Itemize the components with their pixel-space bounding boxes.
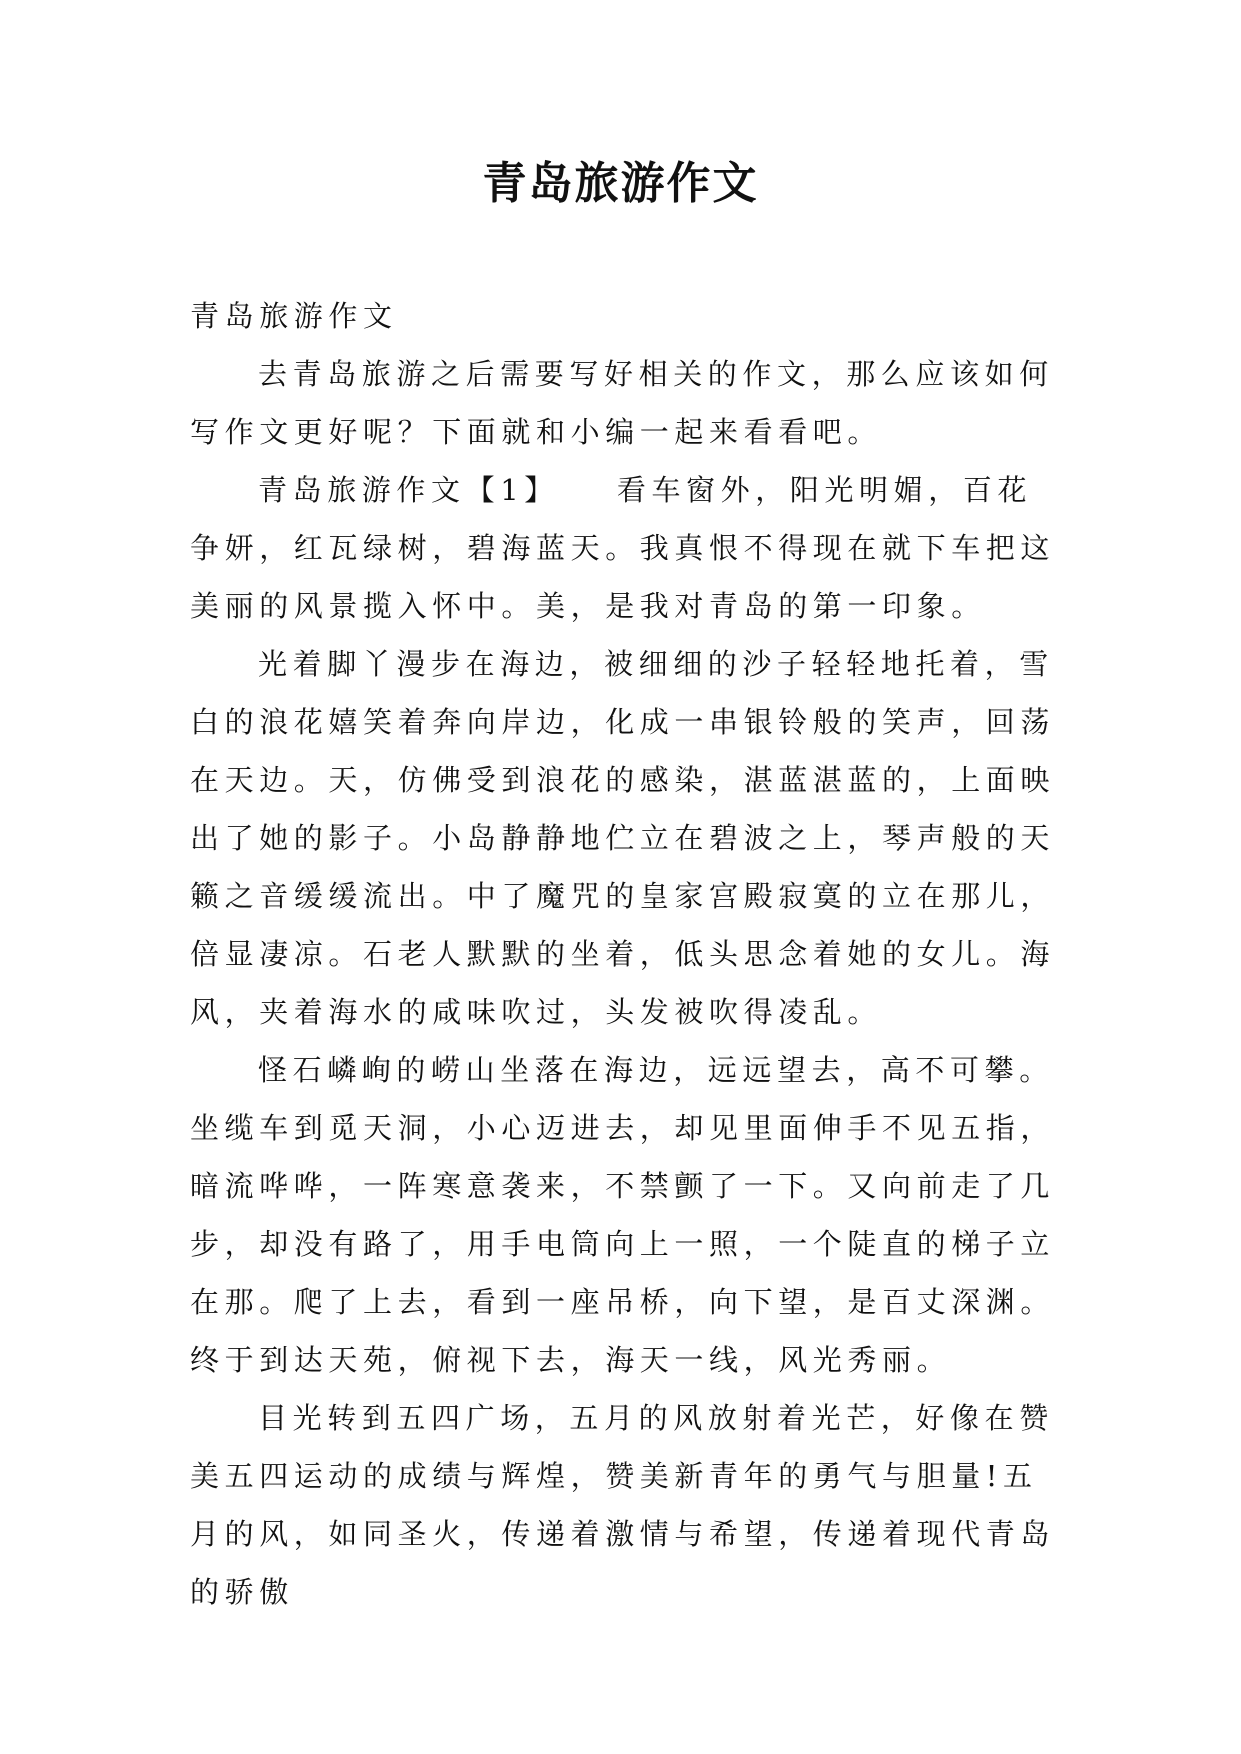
section-1-label: 青岛旅游作文【1】 [258,473,559,507]
may-fourth-paragraph: 目光转到五四广场，五月的风放射着光芒，好像在赞美五四运动的成绩与辉煌，赞美新青年的勇气与胆量!五月的风，如同圣火，传递着激情与希望，传递着现代青岛的骄傲 [190,1401,1056,1609]
laoshan-paragraph: 怪石嶙峋的崂山坐落在海边，远远望去，高不可攀。坐缆车到觅天洞，小心迈进去，却见里面伸手不见五指，暗流哗哗，一阵寒意袭来，不禁颤了一下。又向前走了几步，却没有路了，用手电筒向上一照，一个陡直的梯子立在那。爬了上去，看到一座吊桥，向下望，是百丈深渊。终于到达天苑，俯视下去，海天一线，风光秀丽。 [190,1053,1056,1377]
section-1-text: 看车窗外，阳光明媚，百花争妍，红瓦绿树，碧海蓝天。我真恨不得现在就下车把这美丽的风景揽入怀中。美，是我对青岛的第一印象。 [190,473,1056,623]
section-1-paragraph [190,461,1062,635]
heading-line: 青岛旅游作文 [190,299,398,333]
intro-paragraph: 去青岛旅游之后需要写好相关的作文，那么应该如何写作文更好呢？下面就和小编一起来看看吧。 [190,357,1054,449]
document-body [190,287,1062,1621]
document-title: 青岛旅游作文 [482,158,759,209]
beach-paragraph: 光着脚丫漫步在海边，被细细的沙子轻轻地托着，雪白的浪花嬉笑着奔向岸边，化成一串银铃般的笑声，回荡在天边。天，仿佛受到浪花的感染，湛蓝湛蓝的，上面映出了她的影子。小岛静静地伫立在碧波之上，琴声般的天籁之音缓缓流出。中了魔咒的皇家宫殿寂寞的立在那儿，倍显凄凉。石老人默默的坐着，低头思念着她的女儿。海风，夹着海水的咸味吹过，头发被吹得凌乱。 [190,647,1056,1029]
